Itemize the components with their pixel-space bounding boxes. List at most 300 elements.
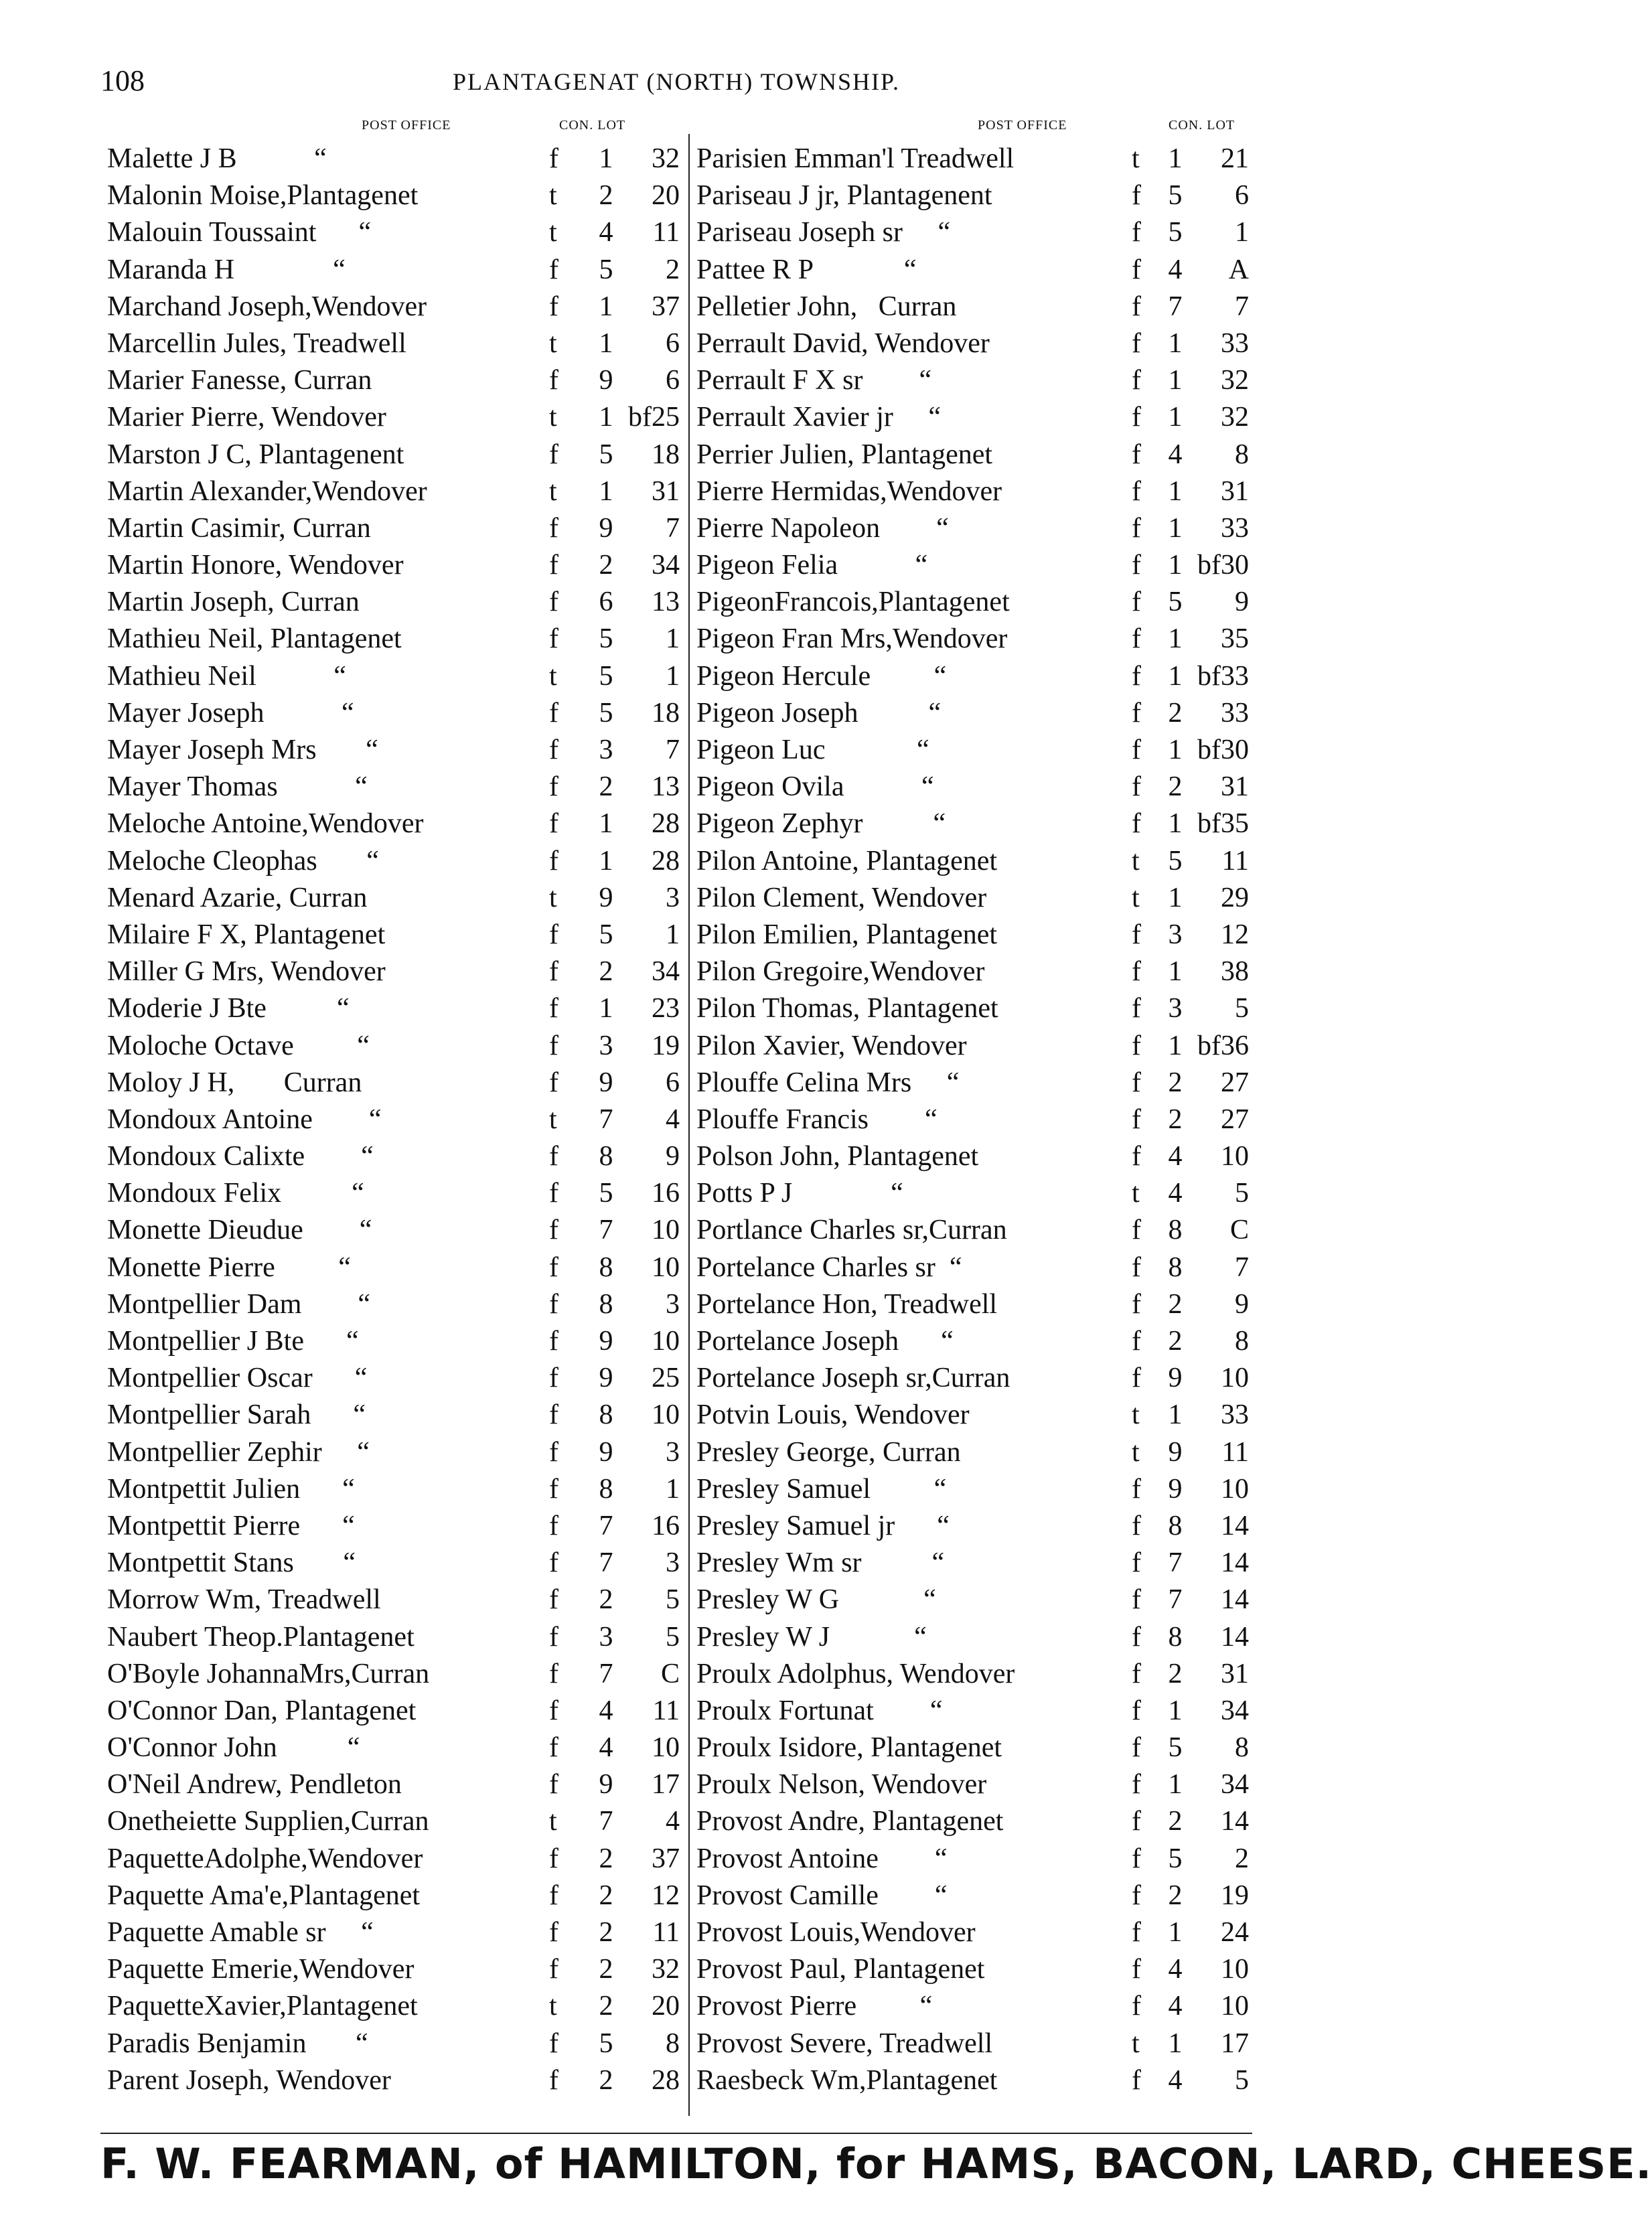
entry-name: Pigeon Zephyr “ [696,808,946,840]
directory-entry [696,1988,1259,2025]
entry-concession: 5 [599,2028,613,2059]
entry-name: O'Boyle JohannaMrs,Curran [107,1658,430,1689]
entry-concession: 5 [599,697,613,729]
entry-tenure: f [549,1658,558,1689]
entry-name: O'Neil Andrew, Pendleton [107,1769,402,1801]
directory-entry [107,843,686,880]
entry-lot: 28 [652,2064,680,2096]
directory-entry [696,1212,1259,1249]
entry-concession: 9 [1168,1473,1183,1505]
entry-name: Raesbeck Wm,Plantagenet [696,2064,998,2096]
entry-lot: 12 [1221,919,1249,950]
directory-entry [696,1841,1259,1878]
entry-tenure: f [549,845,558,876]
entry-lot: 1 [666,660,680,692]
entry-concession: 7 [599,1547,613,1579]
entry-name: Portelance Charles sr “ [696,1251,962,1283]
entry-tenure: f [549,1251,558,1283]
entry-lot: 10 [652,1326,680,1357]
right-con-lot-header: CON. LOT [1169,118,1235,133]
entry-name: Provost Pierre “ [696,1991,933,2022]
directory-entry [107,1028,686,1065]
entry-name: Pigeon Ovila “ [696,771,934,803]
directory-entry [107,917,686,953]
entry-tenure: f [549,2028,558,2059]
entry-concession: 1 [1168,1769,1183,1801]
left-post-office-header: POST OFFICE [362,118,451,133]
entry-tenure: f [549,1326,558,1357]
directory-entry [696,1508,1259,1545]
left-column [107,141,686,2099]
entry-concession: 5 [599,919,613,950]
directory-entry [696,1619,1259,1656]
entry-name: Presley Samuel jr “ [696,1510,950,1541]
entry-name: Pigeon Joseph “ [696,697,942,729]
entry-tenure: f [549,919,558,950]
entry-lot: 2 [666,254,680,285]
entry-name: Proulx Fortunat “ [696,1695,943,1726]
directory-entry [107,399,686,436]
entry-lot: 32 [1221,402,1249,433]
entry-lot: 21 [1221,143,1249,174]
entry-lot: 7 [1235,291,1249,322]
entry-concession: 2 [1168,771,1183,803]
entry-lot: 1 [666,1473,680,1505]
entry-tenure: f [549,550,558,581]
directory-entry [696,141,1259,177]
entry-tenure: f [1132,1215,1141,1246]
directory-entry [696,1766,1259,1803]
directory-entry [696,1065,1259,1101]
entry-concession: 3 [599,1621,613,1653]
directory-entry [696,953,1259,990]
entry-tenure: f [549,587,558,618]
entry-concession: 7 [599,1215,613,1246]
directory-entry [696,1582,1259,1618]
entry-tenure: t [549,217,557,248]
entry-tenure: f [1132,217,1141,248]
entry-tenure: f [549,1473,558,1505]
entry-concession: 1 [1168,512,1183,544]
entry-lot: 35 [1221,623,1249,655]
entry-tenure: f [1132,587,1141,618]
entry-name: Paquette Ama'e,Plantagenet [107,1880,421,1911]
entry-concession: 8 [1168,1215,1183,1246]
entry-concession: 9 [1168,1363,1183,1394]
entry-concession: 5 [1168,180,1183,212]
entry-tenure: f [549,1030,558,1061]
entry-concession: 4 [1168,1178,1183,1209]
entry-lot: 31 [1221,771,1249,803]
entry-lot: 8 [666,2028,680,2059]
entry-lot: 34 [1221,1695,1249,1726]
footer-advertisement: F. W. FEARMAN, of HAMILTON, for HAMS, BACON, LARD, CHEESE. [100,2139,1652,2188]
entry-name: Pierre Napoleon “ [696,512,949,544]
entry-concession: 2 [1168,1658,1183,1689]
right-post-office-header: POST OFFICE [978,118,1067,133]
entry-tenure: f [1132,1067,1141,1098]
page-number: 108 [100,64,145,97]
entry-lot: 31 [1221,475,1249,507]
directory-entry [696,399,1259,436]
directory-entry [696,2062,1259,2099]
entry-concession: 2 [1168,1880,1183,1911]
entry-tenure: f [549,993,558,1024]
directory-entry [107,2062,686,2099]
entry-tenure: f [1132,1621,1141,1653]
entry-name: Montpellier Dam “ [107,1288,371,1320]
entry-name: Presley Wm sr “ [696,1547,945,1579]
entry-tenure: f [1132,475,1141,507]
entry-name: Pigeon Felia “ [696,550,928,581]
entry-lot: 34 [652,550,680,581]
entry-lot: 16 [652,1510,680,1541]
entry-tenure: f [1132,1030,1141,1061]
entry-concession: 8 [599,1473,613,1505]
entry-name: Portelance Joseph sr,Curran [696,1363,1010,1394]
entry-tenure: f [1132,1695,1141,1726]
directory-entry [107,2026,686,2062]
entry-tenure: f [549,1436,558,1468]
entry-name: PigeonFrancois,Plantagenet [696,587,1010,618]
entry-name: Presley W J “ [696,1621,927,1653]
entry-lot: 2 [1235,1843,1249,1874]
entry-lot: 10 [1221,1473,1249,1505]
entry-lot: 5 [1235,1178,1249,1209]
entry-lot: C [1229,1215,1249,1246]
directory-entry [107,325,686,362]
entry-concession: 9 [599,1363,613,1394]
entry-name: Malonin Moise,Plantagenet [107,180,419,212]
entry-lot: C [660,1658,680,1689]
entry-tenure: f [549,1732,558,1764]
entry-name: Proulx Isidore, Plantagenet [696,1732,1002,1764]
entry-concession: 4 [1168,254,1183,285]
directory-entry [107,1360,686,1397]
entry-concession: 2 [1168,1806,1183,1837]
entry-name: Perrault F X sr “ [696,365,932,396]
directory-entry [107,1249,686,1286]
entry-lot: bf35 [1197,808,1249,840]
directory-entry [107,1951,686,1988]
directory-entry [107,1545,686,1582]
directory-entry [696,1138,1259,1175]
directory-entry [696,1101,1259,1138]
entry-tenure: f [549,1769,558,1801]
entry-concession: 4 [1168,2064,1183,2096]
directory-entry [696,177,1259,214]
entry-lot: 5 [666,1584,680,1616]
directory-entry [107,473,686,510]
entry-tenure: f [1132,1843,1141,1874]
entry-lot: 16 [652,1178,680,1209]
entry-concession: 2 [599,956,613,988]
entry-tenure: f [1132,919,1141,950]
entry-lot: 11 [1221,1436,1249,1468]
entry-concession: 2 [599,1954,613,1985]
entry-lot: 24 [1221,1917,1249,1948]
entry-name: Portlance Charles sr,Curran [696,1215,1007,1246]
entry-name: Plouffe Francis “ [696,1103,937,1135]
entry-lot: 10 [652,1399,680,1431]
entry-lot: 20 [652,1991,680,2022]
entry-concession: 2 [599,1843,613,1874]
entry-lot: 4 [666,1103,680,1135]
directory-entry [107,547,686,584]
entry-name: PaquetteXavier,Plantagenet [107,1991,418,2022]
entry-tenure: f [549,623,558,655]
directory-entry [107,362,686,399]
entry-name: Martin Casimir, Curran [107,512,371,544]
entry-lot: 7 [1235,1251,1249,1283]
entry-lot: 28 [652,845,680,876]
entry-concession: 5 [1168,845,1183,876]
directory-entry [107,1841,686,1878]
entry-name: Presley W G “ [696,1584,936,1616]
entry-name: O'Connor Dan, Plantagenet [107,1695,417,1726]
entry-concession: 4 [1168,1991,1183,2022]
entry-concession: 1 [599,327,613,359]
directory-entry [696,806,1259,842]
directory-entry [696,362,1259,399]
entry-lot: 32 [652,1954,680,1985]
entry-lot: 23 [652,993,680,1024]
directory-entry [107,1619,686,1656]
entry-tenure: f [1132,1547,1141,1579]
entry-tenure: f [1132,439,1141,470]
entry-lot: bf33 [1197,660,1249,692]
entry-tenure: f [549,365,558,396]
entry-lot: 6 [666,327,680,359]
entry-lot: 20 [652,180,680,212]
entry-concession: 9 [1168,1436,1183,1468]
entry-tenure: f [549,1288,558,1320]
entry-concession: 9 [599,882,613,913]
entry-concession: 1 [599,845,613,876]
footer-rule [100,2133,1252,2134]
entry-tenure: f [549,254,558,285]
directory-entry [107,1803,686,1840]
entry-name: Meloche Cleophas “ [107,845,379,876]
directory-entry [107,141,686,177]
entry-tenure: f [1132,291,1141,322]
directory-entry [696,1249,1259,1286]
entry-concession: 8 [1168,1510,1183,1541]
entry-concession: 1 [1168,1030,1183,1061]
entry-lot: 31 [652,475,680,507]
entry-lot: bf30 [1197,550,1249,581]
entry-tenure: t [549,475,557,507]
entry-lot: 34 [1221,1769,1249,1801]
entry-concession: 2 [599,1880,613,1911]
entry-concession: 1 [599,291,613,322]
entry-concession: 4 [1168,1141,1183,1172]
directory-entry [107,621,686,658]
entry-tenure: t [1132,1399,1140,1431]
directory-entry [107,769,686,806]
entry-name: Marston J C, Plantagenent [107,439,404,470]
entry-name: Perrault David, Wendover [696,327,990,359]
entry-concession: 5 [599,439,613,470]
entry-name: Martin Alexander,Wendover [107,475,427,507]
entry-tenure: f [1132,1141,1141,1172]
entry-concession: 1 [1168,623,1183,655]
entry-lot: 5 [1235,2064,1249,2096]
entry-lot: 33 [1221,327,1249,359]
page-header [100,64,1252,117]
entry-name: Menard Azarie, Curran [107,882,368,913]
entry-name: Marier Fanesse, Curran [107,365,372,396]
entry-lot: 14 [1221,1547,1249,1579]
directory-entry [107,732,686,769]
entry-lot: 4 [666,1806,680,1837]
entry-lot: 27 [1221,1103,1249,1135]
entry-concession: 1 [1168,735,1183,765]
entry-concession: 3 [1168,919,1183,950]
entry-lot: 1 [1235,217,1249,248]
entry-tenure: t [1132,845,1140,876]
entry-name: Montpellier Zephir “ [107,1436,370,1468]
entry-concession: 5 [1168,1843,1183,1874]
entry-tenure: f [1132,365,1141,396]
entry-name: Pilon Emilien, Plantagenet [696,919,998,950]
entry-tenure: f [1132,550,1141,581]
directory-entry [696,695,1259,732]
entry-lot: 17 [1221,2028,1249,2059]
entry-tenure: f [549,1917,558,1948]
entry-tenure: f [549,512,558,544]
directory-entry [107,1397,686,1434]
entry-name: Mathieu Neil, Plantagenet [107,623,402,655]
entry-lot: 37 [652,291,680,322]
entry-tenure: t [1132,1178,1140,1209]
directory-entry [696,1434,1259,1471]
entry-name: Paradis Benjamin “ [107,2028,368,2059]
entry-name: Malouin Toussaint “ [107,217,372,248]
entry-lot: 6 [666,365,680,396]
entry-lot: 13 [652,771,680,803]
entry-tenure: f [1132,2064,1141,2096]
entry-lot: 9 [1235,1288,1249,1320]
directory-entry [696,1803,1259,1840]
entry-lot: 5 [1235,993,1249,1024]
entry-lot: 1 [666,919,680,950]
entry-lot: 8 [1235,439,1249,470]
entry-lot: 31 [1221,1658,1249,1689]
entry-concession: 2 [599,180,613,212]
entry-name: Pilon Clement, Wendover [696,882,987,913]
entry-name: Provost Severe, Treadwell [696,2028,993,2059]
entry-name: Plouffe Celina Mrs “ [696,1067,960,1098]
directory-entry [107,1212,686,1249]
entry-name: PaquetteAdolphe,Wendover [107,1843,423,1874]
entry-name: Meloche Antoine,Wendover [107,808,424,840]
entry-name: Polson John, Plantagenet [696,1141,979,1172]
entry-name: Proulx Adolphus, Wendover [696,1658,1015,1689]
entry-lot: 10 [1221,1141,1249,1172]
directory-entry [696,843,1259,880]
entry-concession: 5 [599,1178,613,1209]
entry-name: Martin Joseph, Curran [107,587,360,618]
entry-tenure: f [549,1954,558,1985]
entry-name: Parent Joseph, Wendover [107,2064,391,2096]
entry-concession: 1 [1168,882,1183,913]
entry-concession: 8 [1168,1251,1183,1283]
entry-concession: 4 [599,1695,613,1726]
entry-lot: 11 [652,1917,680,1948]
entry-name: Marchand Joseph,Wendover [107,291,427,322]
entry-name: Moloche Octave “ [107,1030,370,1061]
entry-concession: 2 [599,1991,613,2022]
directory-entry [696,658,1259,695]
directory-entry [107,1988,686,2025]
entry-tenure: f [1132,1288,1141,1320]
entry-concession: 2 [599,550,613,581]
entry-tenure: f [1132,1251,1141,1283]
entry-concession: 7 [599,1103,613,1135]
entry-name: Mayer Joseph “ [107,697,354,729]
entry-name: Morrow Wm, Treadwell [107,1584,381,1616]
entry-concession: 1 [1168,365,1183,396]
entry-lot: 18 [652,697,680,729]
entry-lot: 18 [652,439,680,470]
entry-lot: 10 [1221,1991,1249,2022]
entry-tenure: f [1132,327,1141,359]
entry-tenure: f [549,956,558,988]
entry-tenure: f [1132,1954,1141,1985]
entry-tenure: f [1132,808,1141,840]
directory-entry [107,214,686,251]
entry-tenure: f [1132,1584,1141,1616]
entry-concession: 9 [599,1436,613,1468]
entry-tenure: f [1132,1473,1141,1505]
entry-lot: 10 [652,1215,680,1246]
entry-tenure: t [1132,143,1140,174]
entry-lot: 10 [652,1732,680,1764]
directory-entry [107,437,686,473]
entry-name: Mayer Joseph Mrs “ [107,735,378,765]
entry-concession: 8 [599,1288,613,1320]
entry-name: Naubert Theop.Plantagenet [107,1621,415,1653]
right-column [696,141,1259,2099]
entry-name: Provost Camille “ [696,1880,948,1911]
entry-lot: 25 [652,1363,680,1394]
directory-entry [696,1951,1259,1988]
entry-concession: 2 [1168,1103,1183,1135]
entry-lot: 1 [666,623,680,655]
entry-concession: 2 [1168,1067,1183,1098]
directory-entry [107,1286,686,1323]
directory-entry [107,953,686,990]
entry-lot: 19 [652,1030,680,1061]
entry-lot: 7 [666,512,680,544]
directory-entry [107,1323,686,1360]
entry-concession: 3 [599,735,613,765]
entry-tenure: f [549,1215,558,1246]
entry-tenure: t [1132,882,1140,913]
directory-entry [696,1175,1259,1212]
entry-concession: 9 [599,1326,613,1357]
directory-entry [696,1730,1259,1766]
entry-tenure: f [1132,1917,1141,1948]
directory-entry [107,695,686,732]
entry-name: Portelance Joseph “ [696,1326,954,1357]
entry-concession: 9 [599,1067,613,1098]
entry-concession: 8 [1168,1621,1183,1653]
entry-lot: 13 [652,587,680,618]
directory-entry [696,1545,1259,1582]
entry-name: Parisien Emman'l Treadwell [696,143,1015,174]
